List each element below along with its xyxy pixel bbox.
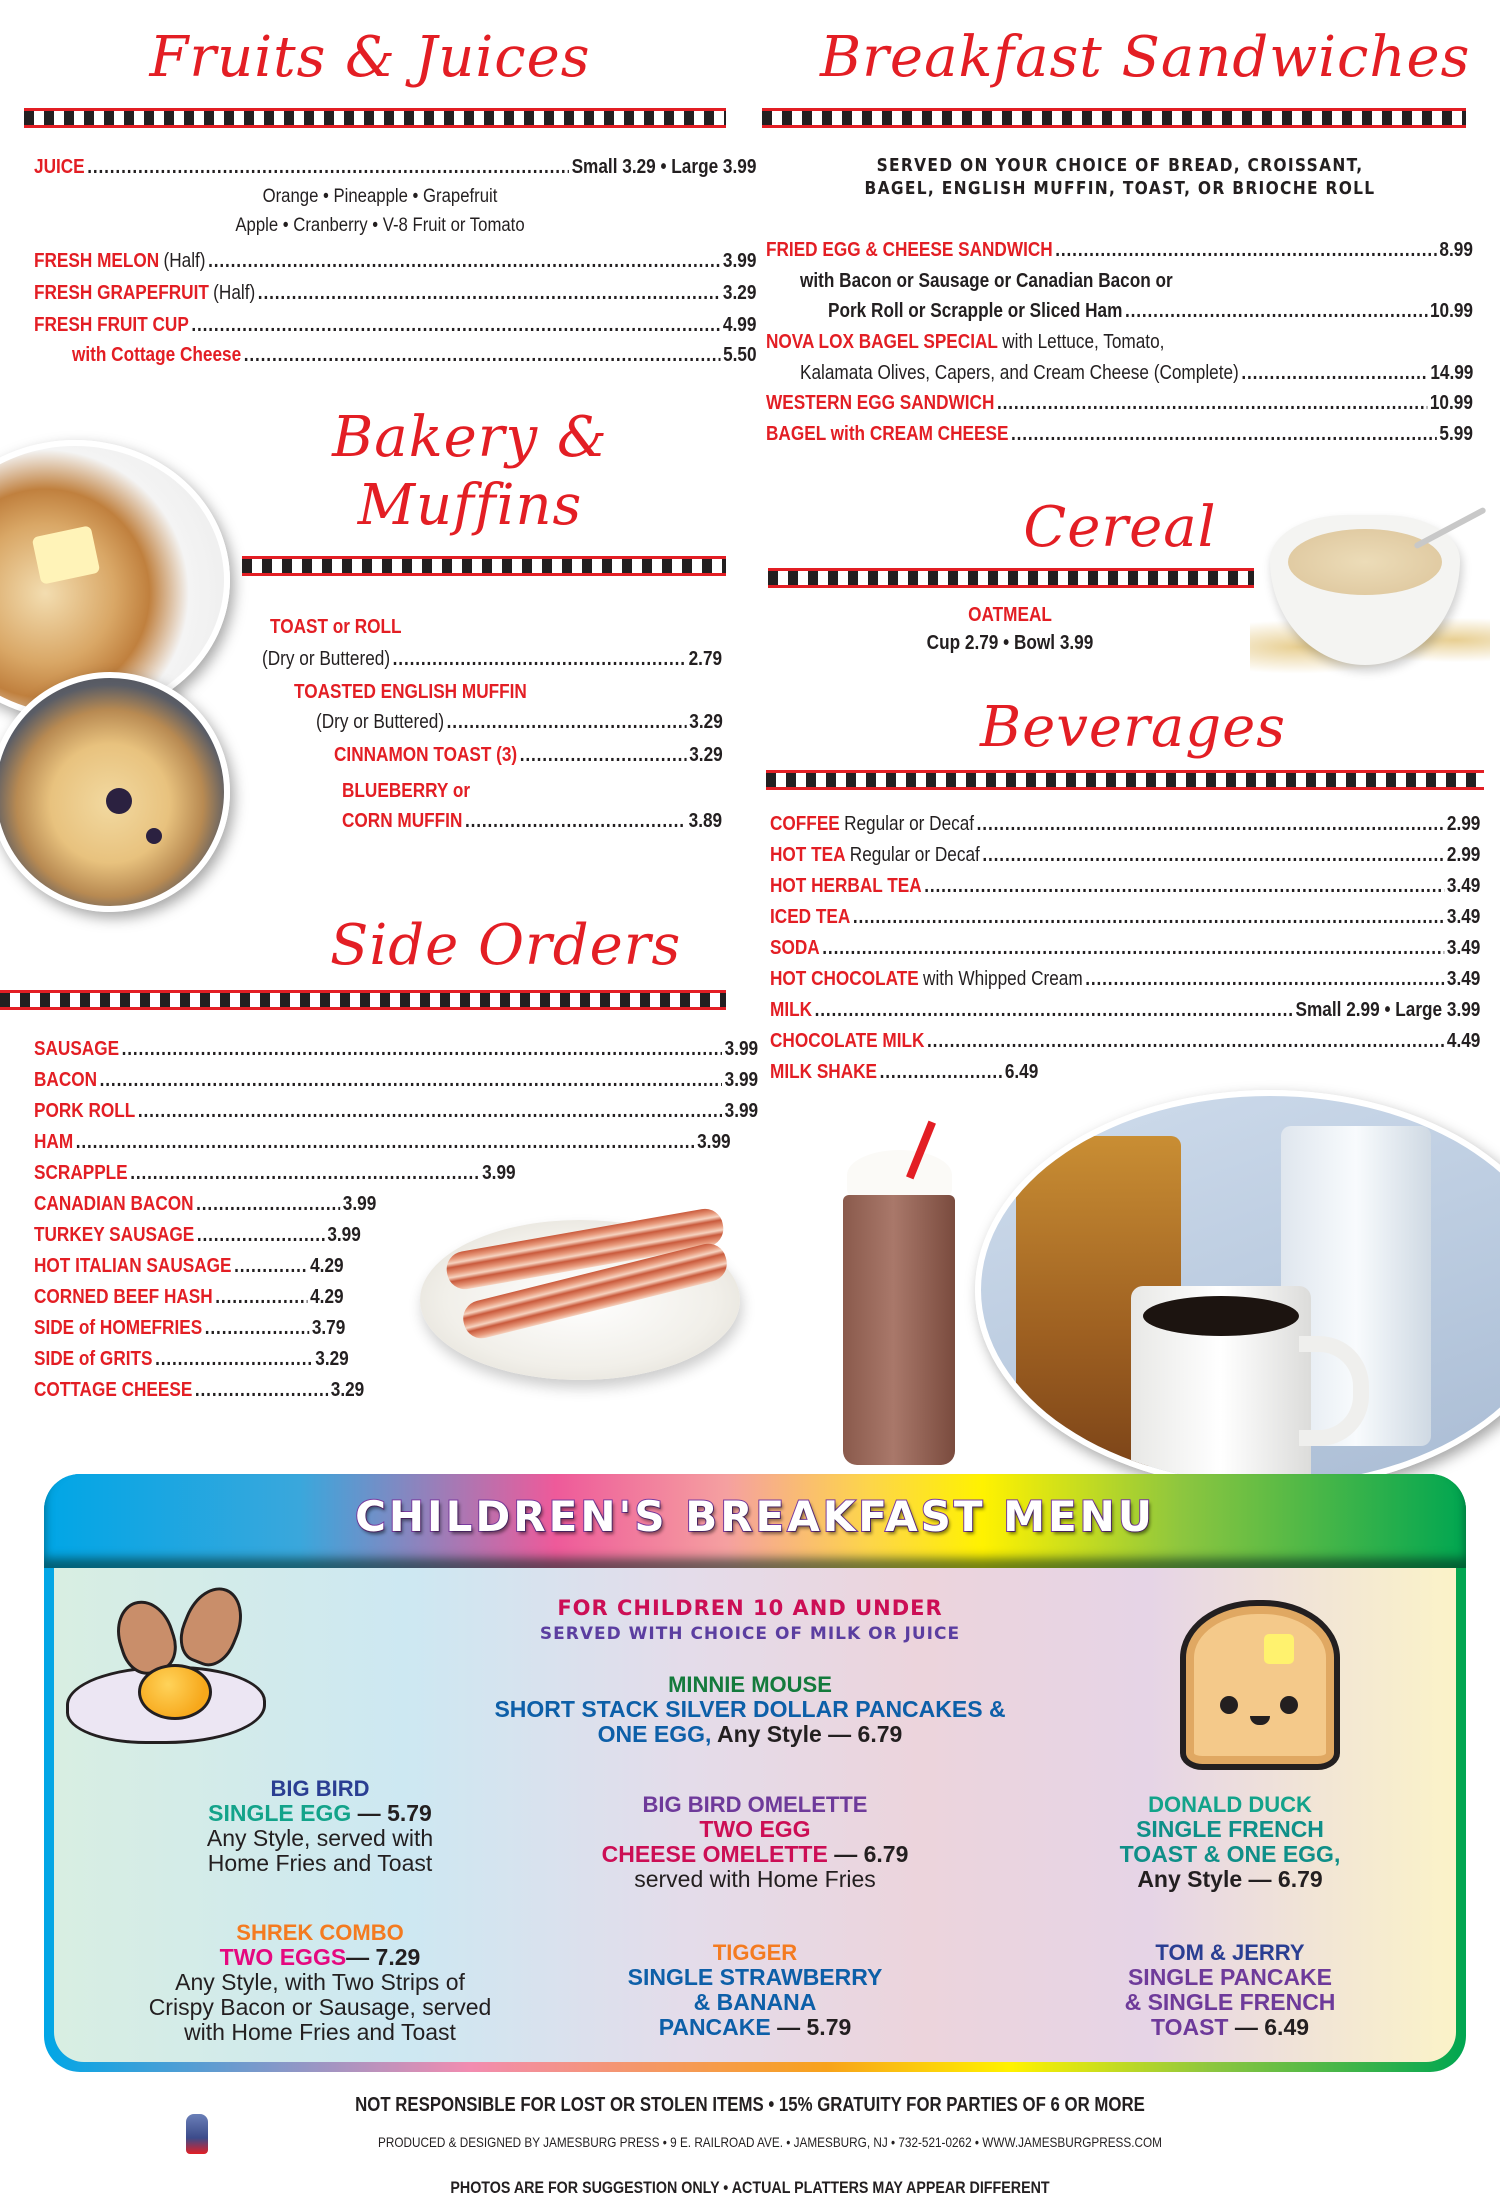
kids-item-donald-duck: DONALD DUCK SINGLE FRENCH TOAST & ONE EGG, Any Style — 6.79 xyxy=(1119,1792,1341,1892)
bacon-plate-photo xyxy=(420,1190,740,1380)
menu-item-row: HOT HERBAL TEA ..... 3.49 xyxy=(770,871,1480,901)
bakery-heading-line2: Muffins xyxy=(357,473,583,538)
sides-divider xyxy=(0,990,726,1010)
fruits-divider xyxy=(24,108,726,128)
sandwiches-subtitle-1: SERVED ON YOUR CHOICE OF BREAD, CROISSANT, xyxy=(876,155,1364,176)
oatmeal-bowl-photo xyxy=(1250,505,1480,675)
juice-options-1: Orange • Pineapple • Grapefruit xyxy=(262,186,498,207)
bakery-divider xyxy=(242,556,726,576)
blueberry xyxy=(106,788,132,814)
bakery-heading-line1: Bakery & xyxy=(332,405,608,470)
sandwich-addon-line: with Bacon or Sausage or Canadian Bacon or xyxy=(800,270,1173,292)
butter-pat xyxy=(1264,1634,1294,1664)
menu-item-row: BAGEL with CREAM CHEESE ..... 5.99 xyxy=(766,419,1473,449)
coffee xyxy=(1143,1296,1299,1336)
butter-pat xyxy=(32,525,101,584)
menu-item-row: FRIED EGG & CHEESE SANDWICH ..... 8.99 xyxy=(766,235,1473,265)
kids-item-tom-and-jerry: TOM & JERRY SINGLE PANCAKE & SINGLE FRENCH TOAST — 6.49 xyxy=(1124,1940,1336,2040)
bakery-item-name: BLUEBERRY or xyxy=(342,780,471,802)
footer-credits: PRODUCED & DESIGNED BY JAMESBURG PRESS • 9 E. RAILROAD AVE. • JAMESBURG, NJ • 732-521-0262 • WWW.JAMESBURGPRESS.COM xyxy=(378,2134,1162,2150)
menu-item-row: SCRAPPLE ..... 3.99 xyxy=(34,1158,516,1188)
beverages-heading: Beverages xyxy=(980,695,1286,760)
cereal-heading: Cereal xyxy=(1023,495,1217,560)
menu-item-row: NOVA LOX BAGEL SPECIAL with Lettuce, Tomato, xyxy=(766,331,1165,353)
fruits-heading: Fruits & Juices xyxy=(149,25,591,90)
footer-disclaimer: PHOTOS ARE FOR SUGGESTION ONLY • ACTUAL PLATTERS MAY APPEAR DIFFERENT xyxy=(450,2178,1050,2197)
item-price: Small 3.29 • Large 3.99 xyxy=(571,156,757,178)
menu-item-row: HAM ..... 3.99 xyxy=(34,1127,731,1157)
shake-glass xyxy=(843,1195,955,1465)
kids-item-minnie-mouse: MINNIE MOUSE SHORT STACK SILVER DOLLAR PANCAKES & ONE EGG, Any Style — 6.79 xyxy=(494,1672,1006,1747)
menu-item-row: SIDE of HOMEFRIES ..... 3.79 xyxy=(34,1313,345,1343)
beverages-divider xyxy=(766,770,1484,790)
egg-cartoon-icon xyxy=(66,1586,266,1746)
menu-item-row: CORN MUFFIN ..... 3.89 xyxy=(342,806,722,836)
menu-item-row: BACON ..... 3.99 xyxy=(34,1065,758,1095)
menu-item-row: MILK ..... Small 2.99 • Large 3.99 xyxy=(770,995,1480,1025)
title-text: CHILDREN'S BREAKFAST MENU xyxy=(355,1492,1155,1541)
childrens-menu-title xyxy=(44,1492,1466,1541)
menu-item-row: COFFEE Regular or Decaf ..... 2.99 xyxy=(770,809,1480,839)
footer-notice: NOT RESPONSIBLE FOR LOST OR STOLEN ITEMS • 15% GRATUITY FOR PARTIES OF 6 OR MORE xyxy=(355,2094,1145,2116)
sandwiches-heading: Breakfast Sandwiches xyxy=(820,25,1471,90)
kids-item-tigger: TIGGER SINGLE STRAWBERRY & BANANA PANCAKE — 5.79 xyxy=(627,1940,883,2040)
oatmeal xyxy=(1288,529,1442,595)
menu-item-row: CHOCOLATE MILK ..... 4.49 xyxy=(770,1026,1480,1056)
kids-subtitle-2: SERVED WITH CHOICE OF MILK OR JUICE xyxy=(539,1624,961,1644)
menu-item-row: Kalamata Olives, Capers, and Cream Cheese (Complete) ..... 14.99 xyxy=(800,358,1473,388)
sandwiches-divider xyxy=(762,108,1466,128)
menu-item-row: HOT ITALIAN SAUSAGE ..... 4.29 xyxy=(34,1251,344,1281)
menu-item-row: HOT CHOCOLATE with Whipped Cream ..... 3.49 xyxy=(770,964,1480,994)
menu-item-row: SIDE of GRITS ..... 3.29 xyxy=(34,1344,349,1374)
menu-item-row: MILK SHAKE ..... 6.49 xyxy=(770,1057,1038,1087)
toast-cartoon-icon xyxy=(1180,1600,1340,1770)
menu-item-row: ICED TEA ..... 3.49 xyxy=(770,902,1480,932)
menu-item-row: HOT TEA Regular or Decaf ..... 2.99 xyxy=(770,840,1480,870)
menu-item-row: SODA ..... 3.49 xyxy=(770,933,1480,963)
menu-item-row: CINNAMON TOAST (3) ..... 3.29 xyxy=(334,740,723,770)
blueberry-muffin-photo xyxy=(0,672,230,912)
side-orders-heading: Side Orders xyxy=(330,913,682,978)
kids-item-big-bird: BIG BIRD SINGLE EGG — 5.79 Any Style, served with Home Fries and Toast xyxy=(206,1776,434,1876)
menu-item-row: FRESH MELON (Half) ..... 3.99 xyxy=(34,246,756,276)
oatmeal-price: Cup 2.79 • Bowl 3.99 xyxy=(926,632,1094,654)
cereal-divider xyxy=(768,568,1254,588)
menu-item-row: CORNED BEEF HASH ..... 4.29 xyxy=(34,1282,344,1312)
menu-item-row: SAUSAGE ..... 3.99 xyxy=(34,1034,758,1064)
menu-item-row: CANADIAN BACON ..... 3.99 xyxy=(34,1189,376,1219)
juice-row xyxy=(34,152,756,182)
whipped-cream xyxy=(847,1150,952,1200)
menu-item-row: (Dry or Buttered) ..... 2.79 xyxy=(262,644,722,674)
oatmeal-name: OATMEAL xyxy=(968,604,1052,626)
sandwiches-subtitle-2: BAGEL, ENGLISH MUFFIN, TOAST, OR BRIOCHE ROLL xyxy=(864,178,1376,199)
menu-item-row: TURKEY SAUSAGE ..... 3.99 xyxy=(34,1220,361,1250)
bakery-item-name: TOASTED ENGLISH MUFFIN xyxy=(294,681,527,703)
toast-eye-left xyxy=(1220,1696,1238,1714)
drinks-photo xyxy=(975,1090,1500,1490)
menu-item-row: PORK ROLL ..... 3.99 xyxy=(34,1096,758,1126)
toast-body xyxy=(1180,1600,1340,1770)
milkshake-photo xyxy=(835,1150,965,1470)
kids-item-big-bird-omelette: BIG BIRD OMELETTE TWO EGG CHEESE OMELETTE — 6.79 served with Home Fries xyxy=(601,1792,909,1892)
toast-eye-right xyxy=(1280,1696,1298,1714)
bakery-item-name: TOAST or ROLL xyxy=(270,616,402,638)
menu-item-row: COTTAGE CHEESE ..... 3.29 xyxy=(34,1375,364,1405)
kids-subtitle-1: FOR CHILDREN 10 AND UNDER xyxy=(557,1596,943,1620)
juice-options-2: Apple • Cranberry • V-8 Fruit or Tomato xyxy=(235,215,525,236)
menu-item-row: Pork Roll or Scrapple or Sliced Ham ..... 10.99 xyxy=(828,296,1473,326)
blueberry xyxy=(146,828,162,844)
item-name: JUICE xyxy=(34,156,85,178)
menu-item-row: FRESH GRAPEFRUIT (Half) ..... 3.29 xyxy=(34,278,756,308)
coffee-mug xyxy=(1131,1286,1311,1490)
kids-item-shrek-combo: SHREK COMBO TWO EGGS— 7.29 Any Style, with Two Strips of Crispy Bacon or Sausage, served with Home Fries and Toast xyxy=(148,1920,492,2045)
menu-item-row: (Dry or Buttered) ..... 3.29 xyxy=(316,707,723,737)
menu-item-row: with Cottage Cheese ..... 5.50 xyxy=(72,340,757,370)
egg-yolk xyxy=(138,1664,212,1720)
eggshell-right xyxy=(171,1578,253,1673)
menu-item-row: WESTERN EGG SANDWICH ..... 10.99 xyxy=(766,388,1473,418)
menu-item-row: FRESH FRUIT CUP ..... 4.99 xyxy=(34,310,756,340)
